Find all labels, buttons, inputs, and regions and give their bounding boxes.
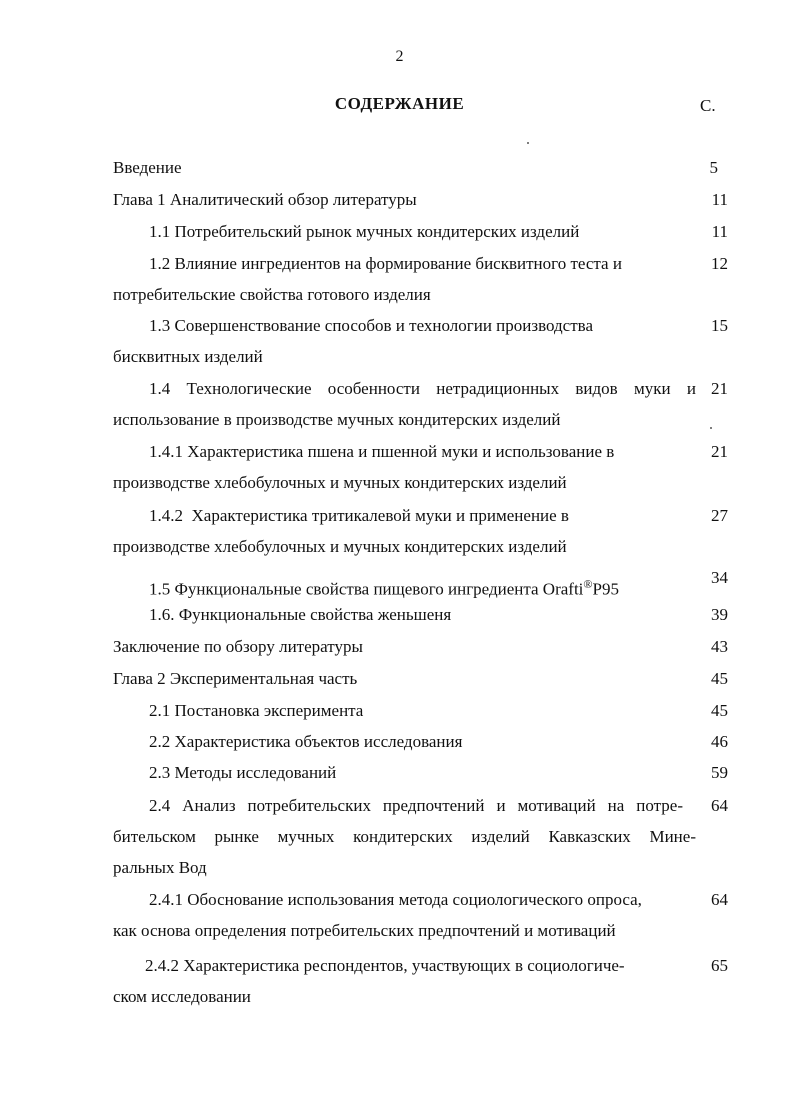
toc-entry-2-4-2-cont: ском исследовании [113, 987, 251, 1006]
toc-entry-1-6: 1.6. Функциональные свойства женьшеня [149, 605, 452, 624]
toc-entry-1-2: 1.2 Влияние ингредиентов на формирование бисквитного теста и [149, 254, 622, 273]
toc-page-1-2: 12 [711, 254, 728, 273]
toc-entry-1-4-cont: использование в производстве мучных кондитерских изделий [113, 410, 561, 429]
toc-page-intro: 5 [709, 158, 718, 177]
scan-speck [527, 142, 529, 144]
toc-page-1-5: 34 [711, 568, 728, 587]
toc-entry-1-5 [149, 574, 619, 600]
toc-entry-1-3-cont: бисквитных изделий [113, 347, 263, 366]
toc-page-2-4: 64 [711, 796, 728, 815]
toc-page-2-4-2: 65 [711, 956, 728, 975]
toc-page-conclusion: 43 [711, 637, 728, 656]
toc-page-2-4-1: 64 [711, 890, 728, 909]
toc-entry-1-4-2: 1.4.2 Характеристика тритикалевой муки и применение в [149, 506, 569, 525]
toc-page-2-2: 46 [711, 732, 728, 751]
toc-entry-1-5-text: 1.5 Функциональные свойства пищевого ингредиента Orafti [149, 579, 584, 599]
toc-page-1-6: 39 [711, 605, 728, 624]
toc-entry-2-4-2: 2.4.2 Характеристика респондентов, участвующих в социологиче- [145, 956, 625, 975]
toc-page-1-1: 11 [711, 222, 728, 241]
toc-entry-2-4: 2.4 Анализ потребительских предпочтений и мотиваций на потре- [149, 796, 683, 815]
toc-entry-1-3: 1.3 Совершенствование способов и технологии производства [149, 316, 593, 335]
toc-entry-1-1: 1.1 Потребительский рынок мучных кондитерских изделий [149, 222, 580, 241]
page-column-label: С. [700, 96, 716, 115]
toc-entry-1-4-1: 1.4.1 Характеристика пшена и пшенной муки и использование в [149, 442, 615, 461]
toc-page-2-1: 45 [711, 701, 728, 720]
toc-entry-1-5-suffix: P95 [592, 579, 619, 599]
toc-entry-conclusion: Заключение по обзору литературы [113, 637, 363, 656]
toc-entry-1-2-cont: потребительские свойства готового изделия [113, 285, 431, 304]
toc-page-1-4: 21 [711, 379, 728, 398]
toc-page-1-4-2: 27 [711, 506, 728, 525]
scan-speck [710, 427, 712, 429]
toc-entry-intro: Введение [113, 158, 182, 177]
toc-page-1-4-1: 21 [711, 442, 728, 461]
toc-entry-2-3: 2.3 Методы исследований [149, 763, 337, 782]
toc-entry-2-4-1-cont: как основа определения потребительских предпочтений и мотиваций [113, 921, 616, 940]
toc-page-chapter-1: 11 [711, 190, 728, 209]
registered-mark: ® [583, 577, 593, 591]
toc-entry-1-4-2-cont: производстве хлебобулочных и мучных кондитерских изделий [113, 537, 567, 556]
toc-entry-2-1: 2.1 Постановка эксперимента [149, 701, 364, 720]
toc-entry-1-4-1-cont: производстве хлебобулочных и мучных кондитерских изделий [113, 473, 567, 492]
page-number: 2 [395, 48, 404, 65]
toc-page-1-3: 15 [711, 316, 728, 335]
toc-entry-2-4-cont: бительском рынке мучных кондитерских изделий Кавказских Мине- [113, 827, 696, 846]
toc-entry-2-2: 2.2 Характеристика объектов исследования [149, 732, 463, 751]
toc-entry-2-4-1: 2.4.1 Обоснование использования метода социологического опроса, [149, 890, 642, 909]
toc-page-2-3: 59 [711, 763, 728, 782]
toc-entry-1-4: 1.4 Технологические особенности нетрадиционных видов муки и [149, 379, 696, 398]
toc-page-chapter-2: 45 [711, 669, 728, 688]
toc-entry-2-4-cont-2: ральных Вод [113, 858, 207, 877]
toc-entry-chapter-1: Глава 1 Аналитический обзор литературы [113, 190, 417, 209]
toc-entry-chapter-2: Глава 2 Экспериментальная часть [113, 669, 358, 688]
toc-heading: СОДЕРЖАНИЕ [334, 94, 465, 113]
